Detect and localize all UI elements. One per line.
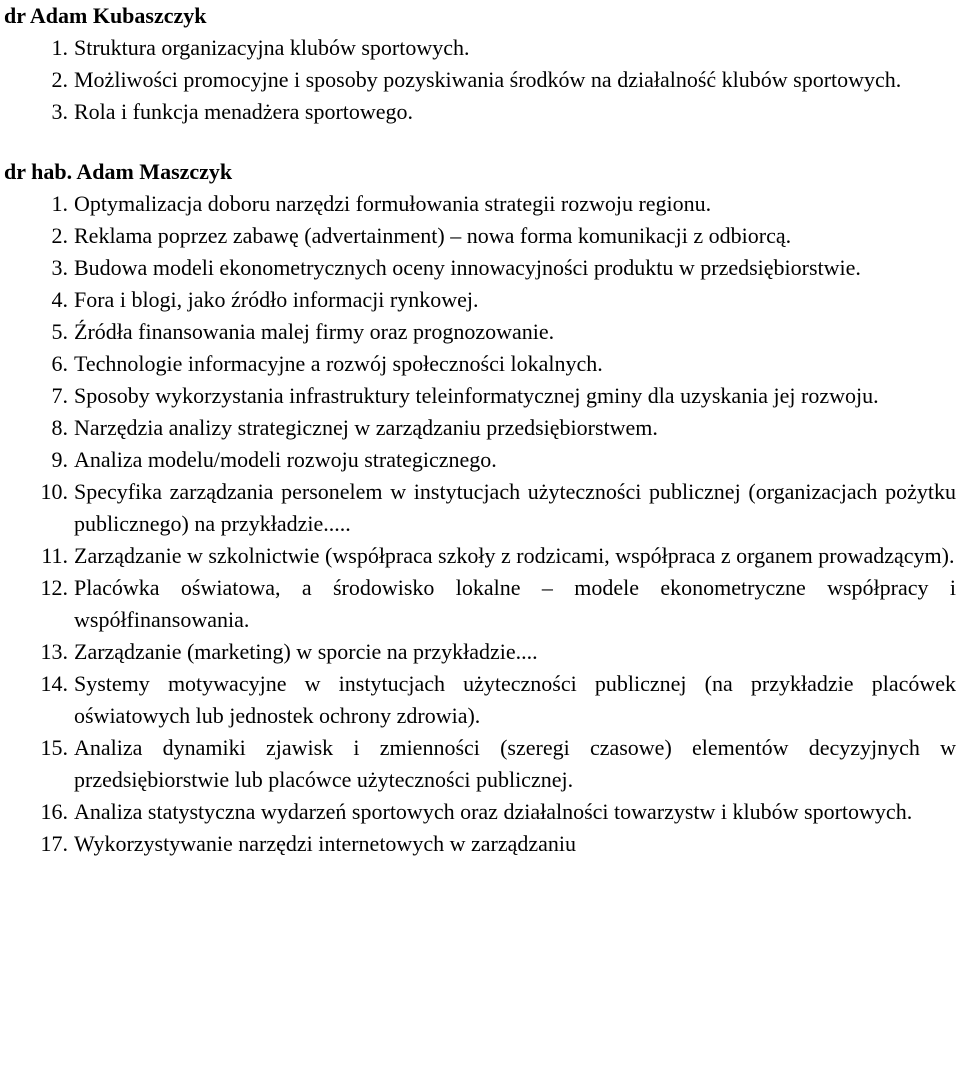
item-number: 5. [51,319,68,344]
list-item [4,380,956,412]
item-text: Placówka oświatowa, a środowisko lokalne – modele ekonometryczne współpracy i współfinansowania. [74,575,956,632]
item-number: 7. [51,383,68,408]
item-text: Technologie informacyjne a rozwój społeczności lokalnych. [74,351,603,376]
item-number: 15. [40,735,68,760]
list-item [4,64,956,96]
list-item [4,476,956,540]
item-text: Wykorzystywanie narzędzi internetowych w zarządzaniu [74,831,576,856]
author-heading: dr Adam Kubaszczyk [4,3,207,28]
item-text: Struktura organizacyjna klubów sportowych. [74,35,470,60]
list-item [4,348,956,380]
item-number: 1. [51,35,68,60]
item-number: 3. [51,255,68,280]
item-text: Optymalizacja doboru narzędzi formułowania strategii rozwoju regionu. [74,191,712,216]
item-number: 14. [40,671,68,696]
item-text: Systemy motywacyjne w instytucjach użyteczności publicznej (na przykładzie placówek oświatowych lub jednostek ochrony zdrowia). [74,671,956,728]
item-text: Fora i blogi, jako źródło informacji rynkowej. [74,287,479,312]
item-number: 2. [51,67,68,92]
item-text: Budowa modeli ekonometrycznych oceny innowacyjności produktu w przedsiębiorstwie. [74,255,861,280]
list-item [4,444,956,476]
list-item [4,668,956,732]
item-text: Analiza modelu/modeli rozwoju strategicznego. [74,447,497,472]
list-item [4,540,956,572]
list-item [4,284,956,316]
item-number: 12. [40,575,68,600]
list-item [4,32,956,64]
item-text: Możliwości promocyjne i sposoby pozyskiwania środków na działalność klubów sportowych. [74,67,902,92]
item-text: Narzędzia analizy strategicznej w zarządzaniu przedsiębiorstwem. [74,415,658,440]
item-number: 9. [51,447,68,472]
item-number: 16. [40,799,68,824]
item-text: Analiza dynamiki zjawisk i zmienności (szeregi czasowe) elementów decyzyjnych w przedsiębiorstwie lub placówce użyteczności publicznej. [74,735,956,792]
list-item [4,828,956,860]
item-text: Rola i funkcja menadżera sportowego. [74,99,414,124]
list-item [4,252,956,284]
item-number: 13. [40,639,68,664]
item-number: 11. [41,543,68,568]
item-text: Specyfika zarządzania personelem w instytucjach użyteczności publicznej (organizacjach pożytku publicznego) na przykładzie..... [74,479,956,536]
list-item [4,636,956,668]
list-item [4,188,956,220]
list-item [4,412,956,444]
item-text: Zarządzanie (marketing) w sporcie na przykładzie.... [74,639,538,664]
item-number: 8. [51,415,68,440]
list-item [4,316,956,348]
item-text: Zarządzanie w szkolnictwie (współpraca szkoły z rodzicami, współpraca z organem prowadzącym). [74,543,955,568]
item-number: 3. [51,99,68,124]
item-number: 17. [40,831,68,856]
item-text: Sposoby wykorzystania infrastruktury teleinformatycznej gminy dla uzyskania jej rozwoju. [74,383,879,408]
item-number: 1. [51,191,68,216]
item-number: 10. [40,479,68,504]
list-item [4,96,956,128]
list-item [4,220,956,252]
item-number: 4. [51,287,68,312]
section-maszczyk [4,156,956,860]
topic-list [4,32,956,128]
list-item [4,572,956,636]
section-kubaszczyk [4,0,956,128]
author-heading: dr hab. Adam Maszczyk [4,159,233,184]
list-item [4,796,956,828]
item-text: Źródła finansowania malej firmy oraz prognozowanie. [74,319,555,344]
item-text: Analiza statystyczna wydarzeń sportowych oraz działalności towarzystw i klubów sportowych. [74,799,913,824]
item-number: 6. [51,351,68,376]
item-text: Reklama poprzez zabawę (advertainment) – nowa forma komunikacji z odbiorcą. [74,223,792,248]
topic-list [4,188,956,860]
list-item [4,732,956,796]
item-number: 2. [51,223,68,248]
